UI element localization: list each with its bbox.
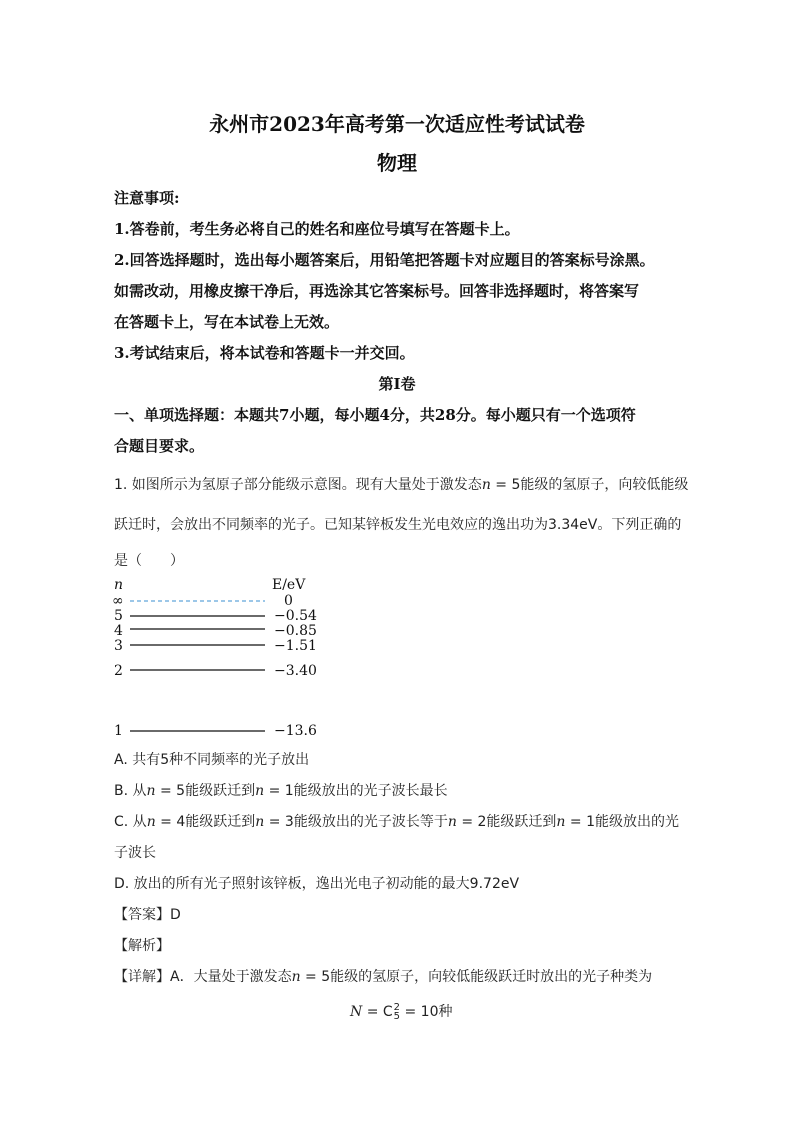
level-energy-2: −3.40 <box>274 663 317 679</box>
notice-item-2-line-2: 如需改动，用橡皮擦干净后，再选涂其它答案标号。回答非选择题时，将答案写 <box>114 282 640 300</box>
option-c-line-2: 子波长 <box>114 845 156 861</box>
question-line-1 <box>114 474 688 494</box>
option-c: C. 从n = 4能级跃迁到n = 3能级放出的光子波长等于n = 2能级跃迁到n = 1能级放出的光 <box>114 814 679 830</box>
question-line-3: 是（ ） <box>114 553 184 569</box>
work-function-value: 3.34eV <box>548 517 598 533</box>
question-line-2 <box>114 514 681 534</box>
option-a: A. 共有5种不同频率的光子放出 <box>114 752 310 768</box>
quantum-number-value: = 5 <box>490 477 521 493</box>
n-axis-label: n <box>114 577 124 593</box>
section-heading-line-2: 合题目要求。 <box>114 437 205 455</box>
level-energy-1: −13.6 <box>274 723 317 739</box>
level-label-3: 3 <box>114 638 123 654</box>
level-energy-inf: 0 <box>284 593 293 609</box>
question-text: 能级的氢原子，向较低能级 <box>520 477 689 493</box>
question-text: 。下列正确的 <box>597 517 682 533</box>
notice-item-1: 1.答卷前，考生务必将自己的姓名和座位号填写在答题卡上。 <box>114 220 520 238</box>
energy-axis-label: E/eV <box>272 577 306 593</box>
notice-item-2-line-1: 2.回答选择题时，选出每小题答案后，用铅笔把答题卡对应题目的答案标号涂黑。 <box>114 251 655 269</box>
detail-line: 【详解】A．大量处于激发态n = 5能级的氢原子，向较低能级跃迁时放出的光子种类为 <box>114 969 653 985</box>
level-label-1: 1 <box>114 723 123 739</box>
option-d: D. 放出的所有光子照射该锌板，逸出光电子初动能的最大9.72eV <box>114 876 520 892</box>
notice-item-3: 3.考试结束后，将本试卷和答题卡一并交回。 <box>114 344 415 362</box>
level-label-inf: ∞ <box>112 593 124 609</box>
notice-item-2-line-3: 在答题卡上，写在本试卷上无效。 <box>114 313 340 331</box>
question-text: 跃迁时，会放出不同频率的光子。已知某锌板发生光电效应的逸出功为 <box>114 517 548 533</box>
notice-heading: 注意事项: <box>114 189 180 207</box>
level-label-5: 5 <box>114 608 123 624</box>
analysis-heading: 【解析】 <box>114 938 170 954</box>
question-text: 1. 如图所示为氢原子部分能级示意图。现有大量处于激发态 <box>114 477 482 493</box>
answer-line: 【答案】D <box>114 907 181 923</box>
exam-title: 永州市2023年高考第一次适应性考试试卷 <box>209 112 585 136</box>
section-heading-line-1: 一、单项选择题：本题共7小题，每小题4分，共28分。每小题只有一个选项符 <box>114 406 636 424</box>
level-label-4: 4 <box>114 623 123 639</box>
level-energy-4: −0.85 <box>274 623 317 639</box>
quantum-number-var: n <box>481 477 491 493</box>
energy-level-diagram <box>110 574 330 744</box>
level-label-2: 2 <box>114 663 123 679</box>
subject-title: 物理 <box>377 151 417 175</box>
volume-heading: 第Ⅰ卷 <box>378 375 416 393</box>
level-energy-5: −0.54 <box>274 608 317 624</box>
level-energy-3: −1.51 <box>274 638 317 654</box>
option-b: B. 从n = 5能级跃迁到n = 1能级放出的光子波长最长 <box>114 783 448 799</box>
combination-formula: N = C 2 5 = 10种 <box>350 1002 453 1022</box>
